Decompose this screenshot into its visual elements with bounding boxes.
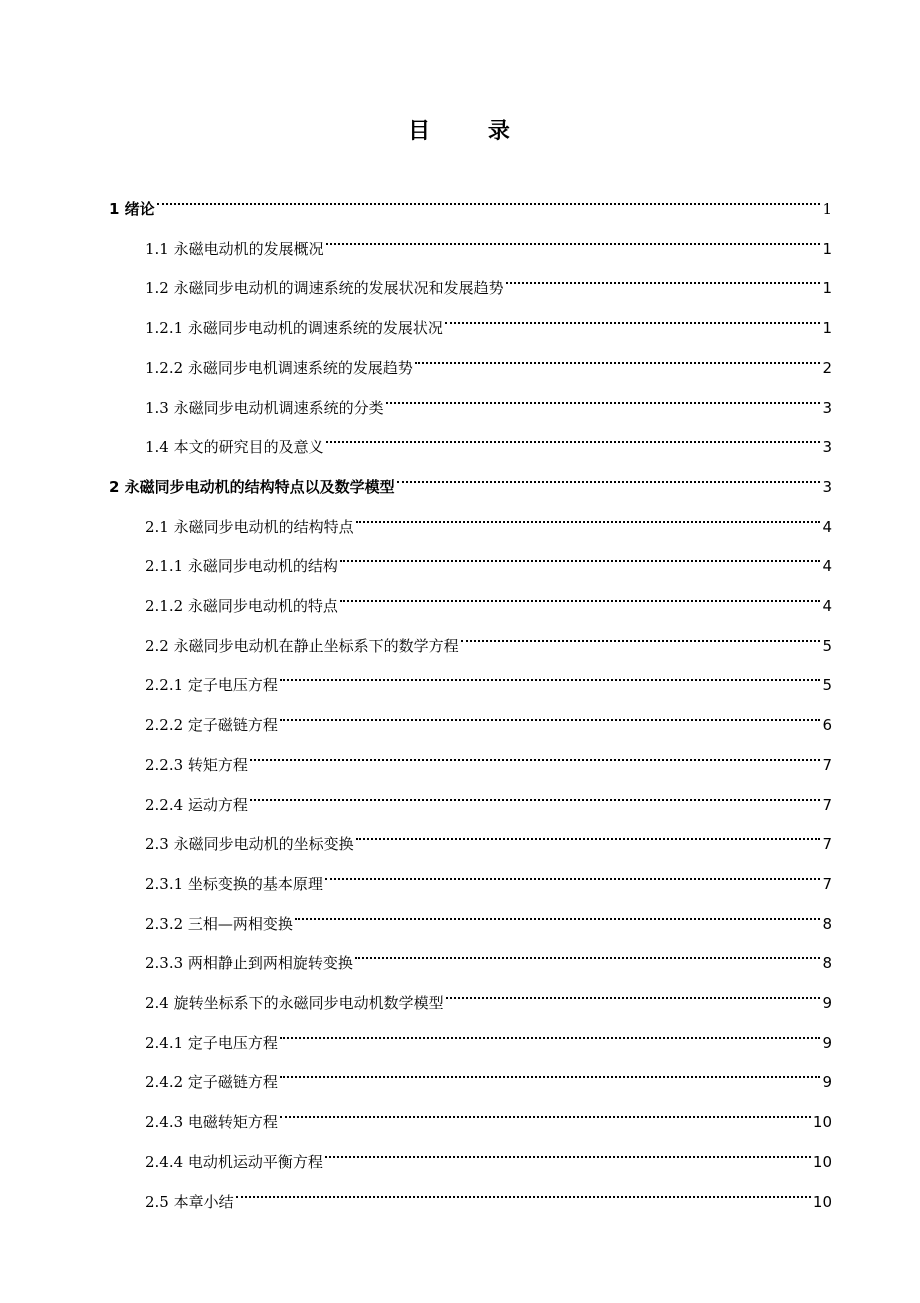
toc-entry-title: 2.1.2 永磁同步电动机的特点 (145, 597, 338, 615)
toc-entry[interactable] (145, 1139, 832, 1171)
toc-entry-page-number: 3 (822, 398, 832, 417)
toc-entry-title: 2.2 永磁同步电动机在静止坐标系下的数学方程 (145, 636, 459, 655)
toc-entry-title: 2.3.2 三相—两相变换 (145, 914, 293, 933)
toc-entry-title: 2.5 本章小结 (145, 1192, 234, 1211)
toc-entry-title: 2.4 旋转坐标系下的永磁同步电动机数学模型 (145, 994, 444, 1012)
dot-leader (506, 265, 821, 293)
toc-entry-title: 2.3 永磁同步电动机的坐标变换 (145, 835, 354, 854)
toc-entry-page-number: 4 (822, 597, 832, 615)
toc-entry[interactable] (145, 821, 832, 854)
toc-entry-page-number: 3 (822, 477, 832, 496)
toc-entry[interactable] (145, 1099, 832, 1132)
toc-entry-page-number: 7 (822, 755, 832, 774)
toc-entry[interactable] (145, 504, 832, 536)
toc-entry-page-number: 1 (822, 279, 832, 298)
toc-entry-title: 2.4.2 定子磁链方程 (145, 1073, 278, 1092)
toc-entry-title: 1.2 永磁同步电动机的调速系统的发展状况和发展趋势 (145, 279, 504, 298)
dot-leader (157, 186, 821, 214)
toc-entry-title: 2.2.3 转矩方程 (145, 755, 248, 774)
dot-leader (280, 1059, 821, 1087)
toc-entry-page-number: 8 (822, 954, 832, 973)
dot-leader (280, 1020, 821, 1048)
dot-leader (236, 1179, 811, 1207)
toc-entry-page-number: 4 (822, 557, 832, 576)
toc-entry[interactable] (145, 1059, 832, 1092)
toc-entry-page-number: 4 (822, 517, 832, 536)
toc-entry-title: 1.3 永磁同步电动机调速系统的分类 (145, 398, 384, 417)
toc-entry-title: 1.2.1 永磁同步电动机的调速系统的发展状况 (145, 319, 443, 338)
dot-leader (355, 940, 821, 968)
toc-entry-page-number: 6 (822, 716, 832, 735)
toc-entry-title: 2.3.1 坐标变换的基本原理 (145, 874, 323, 893)
toc-entry-page-number: 1 (822, 319, 832, 338)
dot-leader (397, 464, 821, 492)
toc-entry[interactable] (145, 385, 832, 417)
toc-entry-page-number: 9 (822, 994, 832, 1012)
toc-entry-page-number: 7 (822, 874, 832, 893)
page-title: 目 录 (408, 119, 512, 144)
dot-leader (445, 305, 821, 333)
toc-entry[interactable] (145, 424, 832, 457)
toc-entry[interactable] (145, 940, 832, 973)
toc-entry-title: 2.2.1 定子电压方程 (145, 676, 278, 695)
toc-entry-title: 2.2.4 运动方程 (145, 795, 248, 814)
toc-entry[interactable] (145, 1020, 832, 1052)
toc-entry[interactable] (145, 226, 832, 258)
toc-entry-page-number: 10 (812, 1192, 832, 1211)
toc-entry[interactable] (145, 305, 832, 338)
dot-leader (325, 861, 821, 889)
toc-entry[interactable] (145, 265, 832, 298)
dot-leader (325, 1139, 811, 1167)
toc-entry[interactable] (145, 345, 832, 377)
dot-leader (326, 226, 821, 254)
dot-leader (280, 702, 821, 730)
toc-entry[interactable] (145, 901, 832, 933)
toc-entry[interactable] (145, 861, 832, 893)
toc-entry-page-number: 9 (822, 1033, 832, 1052)
toc-entry-page-number: 7 (822, 835, 832, 854)
dot-leader (356, 504, 821, 532)
toc-entry[interactable] (145, 782, 832, 814)
toc-entry-page-number: 2 (822, 358, 832, 377)
dot-leader (386, 385, 821, 413)
toc-entry-title: 1.4 本文的研究目的及意义 (145, 438, 324, 457)
toc-entry-title: 2.4.1 定子电压方程 (145, 1033, 278, 1052)
dot-leader (280, 1099, 811, 1127)
toc-entry[interactable] (145, 583, 832, 615)
toc-entry[interactable] (109, 464, 832, 496)
toc-entry-title: 2.4.3 电磁转矩方程 (145, 1113, 278, 1132)
dot-leader (295, 901, 821, 929)
toc-entry-page-number: 5 (822, 676, 832, 695)
dot-leader (326, 424, 821, 452)
toc-entry[interactable] (145, 543, 832, 576)
toc-entry-page-number: 9 (822, 1073, 832, 1092)
toc-entry-title: 1 绪论 (109, 200, 155, 218)
toc-entry-title: 1.2.2 永磁同步电机调速系统的发展趋势 (145, 358, 413, 377)
dot-leader (415, 345, 821, 373)
toc-entry[interactable] (145, 623, 832, 655)
toc-entry[interactable] (145, 980, 832, 1012)
toc-entry-title: 2.1 永磁同步电动机的结构特点 (145, 517, 354, 536)
dot-leader (280, 662, 821, 690)
dot-leader (250, 742, 821, 770)
toc-entry-title: 2.3.3 两相静止到两相旋转变换 (145, 954, 353, 973)
toc-entry-page-number: 10 (812, 1113, 832, 1132)
toc-entry-page-number: 3 (822, 438, 832, 457)
toc-entry[interactable] (109, 186, 832, 218)
dot-leader (461, 623, 821, 651)
toc-entry-title: 2.2.2 定子磁链方程 (145, 716, 278, 735)
toc-entry[interactable] (145, 742, 832, 774)
toc-entry-title: 2 永磁同步电动机的结构特点以及数学模型 (109, 477, 395, 496)
dot-leader (446, 980, 821, 1008)
toc-entry-title: 2.4.4 电动机运动平衡方程 (145, 1152, 323, 1171)
toc-entry-page-number: 5 (822, 636, 832, 655)
toc-entry[interactable] (145, 702, 832, 735)
dot-leader (250, 782, 821, 810)
dot-leader (356, 821, 821, 849)
toc-entry-title: 1.1 永磁电动机的发展概况 (145, 239, 324, 258)
toc-entry-page-number: 1 (822, 200, 832, 218)
toc-entry-page-number: 10 (812, 1152, 832, 1171)
toc-entry-page-number: 1 (822, 239, 832, 258)
toc-entry-title: 2.1.1 永磁同步电动机的结构 (145, 557, 338, 576)
toc-entry-page-number: 8 (822, 914, 832, 933)
toc-entry-page-number: 7 (822, 795, 832, 814)
toc-entry[interactable] (145, 662, 832, 695)
dot-leader (340, 583, 821, 611)
toc-entry[interactable] (145, 1179, 832, 1211)
dot-leader (340, 543, 821, 571)
